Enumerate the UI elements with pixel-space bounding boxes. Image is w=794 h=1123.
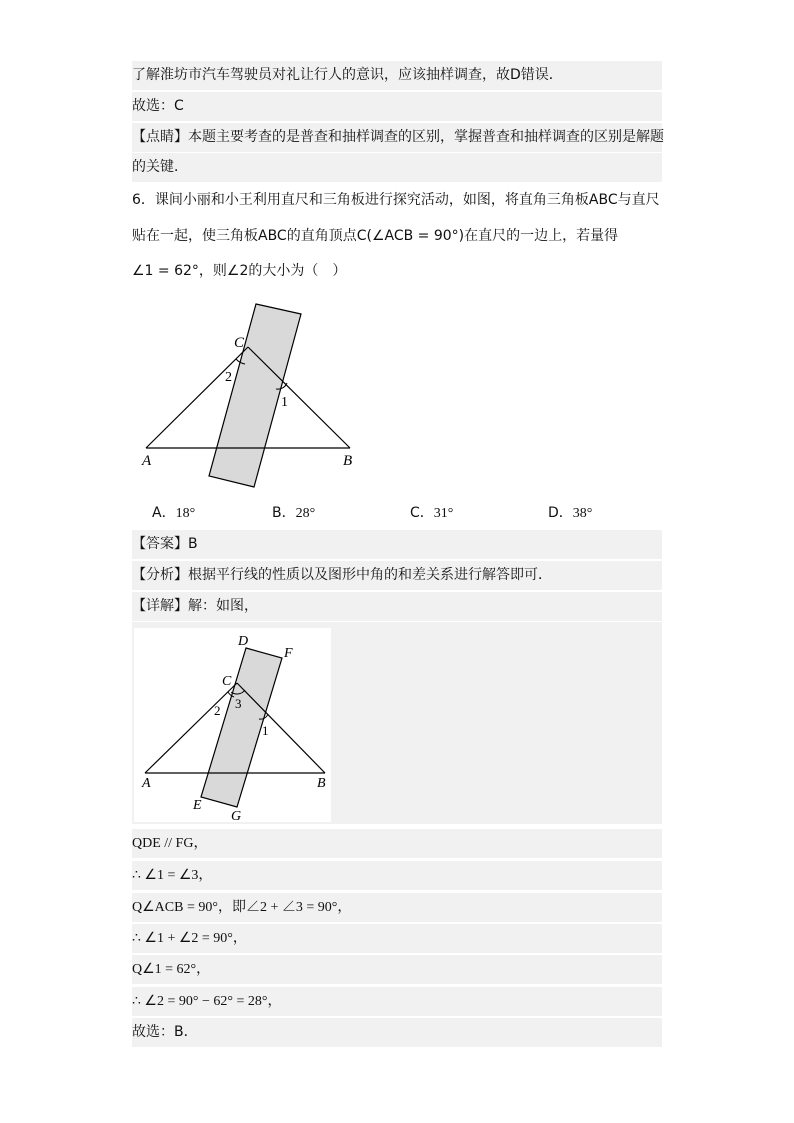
step-6: ∴ ∠2 = 90° − 62° = 28°， — [132, 987, 662, 1016]
label-a: A — [142, 776, 151, 791]
answer-line — [132, 530, 662, 559]
label-f: F — [284, 646, 293, 661]
label-3: 3 — [235, 696, 242, 711]
step-2: ∴ ∠1 = ∠3， — [132, 861, 662, 890]
detail-tag: 【详解】 — [132, 598, 188, 614]
analysis-line — [132, 561, 662, 590]
label-b: B — [317, 776, 326, 791]
step-3: Q∠ACB = 90°，即∠2 + ∠3 = 90°， — [132, 893, 662, 922]
option-d[interactable]: D．38° — [548, 505, 593, 521]
prev-comment — [132, 123, 662, 152]
label-2: 2 — [214, 703, 221, 718]
answer-value: B — [188, 536, 198, 552]
label-1: 1 — [281, 395, 288, 410]
analysis-tag: 【分析】 — [132, 567, 188, 583]
label-c: C — [222, 674, 232, 689]
step-7: 故选：B． — [132, 1018, 662, 1047]
step-4: ∴ ∠1 + ∠2 = 90°， — [132, 924, 662, 953]
label-a: A — [142, 453, 152, 469]
question-line-2: 贴在一起，使三角板ABC的直角顶点C(∠ACB = 90°)在直尺的一边上，若量得 — [132, 228, 619, 244]
label-d: D — [238, 634, 249, 649]
label-c: C — [234, 335, 245, 351]
prev-choose: 故选：C — [132, 92, 662, 121]
question-line-3: ∠1 = 62°，则∠2的大小为（ ） — [132, 263, 347, 279]
option-b[interactable]: B．28° — [272, 505, 316, 521]
detail-line — [132, 592, 662, 621]
analysis-text: 根据平行线的性质以及图形中角的和差关系进行解答即可． — [188, 567, 552, 583]
comment-tag: 【点睛】 — [132, 129, 188, 145]
prev-comment-cont: 的关键． — [132, 153, 662, 182]
prev-conclusion: 了解淮坊市汽车驾驶员对礼让行人的意识，应该抽样调查，故D错误． — [132, 61, 662, 90]
label-g: G — [231, 809, 242, 822]
label-2: 2 — [225, 370, 232, 385]
step-1: QDE // FG， — [132, 829, 662, 858]
detail-figure — [134, 628, 331, 822]
detail-text: 解：如图， — [188, 598, 258, 614]
step-5: Q∠1 = 62°， — [132, 955, 662, 984]
option-a[interactable]: A．18° — [152, 505, 196, 521]
question-figure — [138, 298, 368, 494]
label-1: 1 — [262, 723, 269, 738]
question-line-1: 6．课间小丽和小王利用直尺和三角板进行探究活动，如图，将直角三角板ABC与直尺 — [132, 192, 660, 208]
label-b: B — [343, 453, 353, 469]
comment-text-1: 本题主要考查的是普查和抽样调查的区别，掌握普查和抽样调查的区别是解题 — [188, 129, 664, 145]
answer-tag: 【答案】 — [132, 536, 188, 552]
label-e: E — [193, 798, 202, 813]
option-c[interactable]: C．31° — [410, 505, 454, 521]
